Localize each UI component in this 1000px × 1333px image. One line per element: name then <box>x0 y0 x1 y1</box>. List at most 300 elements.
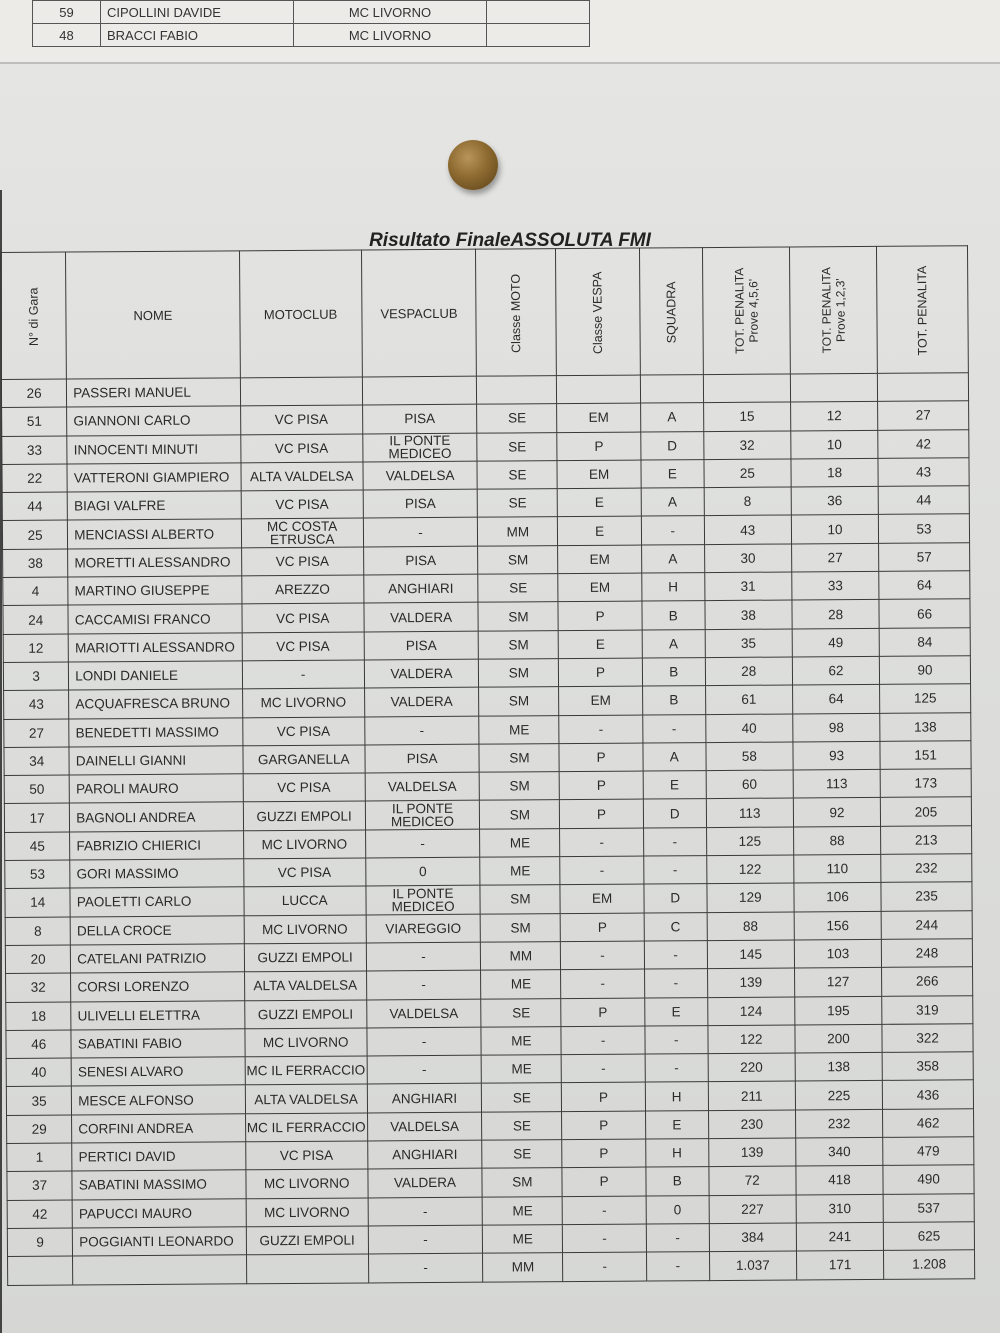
cell-nome: GIANNONI CARLO <box>67 406 241 436</box>
cell-sq: - <box>643 714 706 743</box>
cell-pt: 213 <box>881 825 972 854</box>
cell-nome: SABATINI FABIO <box>71 1029 245 1059</box>
previous-cell-name: CIPOLLINI DAVIDE <box>101 1 294 24</box>
cell-cv: EM <box>560 884 644 913</box>
cell-vespa: ANGHIARI <box>367 1084 482 1113</box>
cell-p2: 138 <box>795 1052 882 1081</box>
cell-p2: 10 <box>791 515 878 544</box>
cell-p2: 62 <box>792 656 879 685</box>
cell-num: 4 <box>3 577 68 606</box>
cell-cv: - <box>559 715 643 744</box>
cell-vespa: PISA <box>364 631 479 660</box>
cell-cm: ME <box>483 1196 563 1225</box>
cell-nome: GORI MASSIMO <box>70 859 244 889</box>
cell-p1: 129 <box>707 883 794 912</box>
cell-vespa: VALDERA <box>368 1168 483 1197</box>
cell-pt: 42 <box>878 429 969 458</box>
cell-cm: SM <box>479 659 559 688</box>
cell-p1 <box>703 374 790 403</box>
cell-p2: 18 <box>791 458 878 487</box>
cell-pt: 358 <box>882 1052 973 1081</box>
cell-p1: 32 <box>703 431 790 460</box>
cell-cm: SM <box>480 800 560 829</box>
cell-nome: MESCE ALFONSO <box>72 1085 246 1115</box>
cell-vespa: - <box>367 1027 482 1056</box>
cell-num: 25 <box>2 521 67 550</box>
cell-cm: SE <box>478 489 558 518</box>
cell-sq <box>640 375 703 404</box>
cell-sq: A <box>641 544 704 573</box>
cell-pt: 322 <box>882 1024 973 1053</box>
cell-vespa: - <box>368 1253 483 1282</box>
cell-cm <box>477 376 557 405</box>
cell-num: 18 <box>6 1002 71 1031</box>
cell-moto: VC PISA <box>245 1141 367 1170</box>
cell-sq: - <box>641 516 704 545</box>
cell-cv: - <box>563 1224 647 1253</box>
header-num: N° di Gara <box>1 252 67 379</box>
cell-p2: 340 <box>796 1137 883 1166</box>
cell-num: 38 <box>3 549 68 578</box>
cell-moto: GARGANELLA <box>243 745 365 774</box>
cell-p1: 211 <box>708 1081 795 1110</box>
cell-pt: 53 <box>878 514 969 543</box>
cell-p1: 220 <box>708 1053 795 1082</box>
cell-nome: PAOLETTI CARLO <box>70 887 244 917</box>
cell-p2: 64 <box>792 685 879 714</box>
cell-vespa: PISA <box>363 489 478 518</box>
cell-nome: DELLA CROCE <box>70 915 244 945</box>
cell-cv: P <box>559 658 643 687</box>
cell-nome: CATELANI PATRIZIO <box>71 944 245 974</box>
cell-vespa: VIAREGGIO <box>366 914 481 943</box>
cell-p2: 36 <box>791 487 878 516</box>
cell-p1: 145 <box>707 940 794 969</box>
cell-nome: FABRIZIO CHIERICI <box>70 831 244 861</box>
header-classe-moto: Classe MOTO <box>476 249 557 377</box>
cell-moto: MC IL FERRACCIO <box>245 1113 367 1142</box>
cell-vespa: - <box>368 1225 483 1254</box>
cell-sq: E <box>645 997 708 1026</box>
cell-pt: 138 <box>880 712 971 741</box>
cell-num: 51 <box>2 407 67 436</box>
previous-cell-blank <box>487 1 590 24</box>
cell-moto: VC PISA <box>240 405 362 434</box>
cell-moto: - <box>242 660 364 689</box>
cell-num: 20 <box>5 945 70 974</box>
cell-vespa: - <box>366 942 481 971</box>
cell-pt: 625 <box>883 1222 974 1251</box>
cell-cm: SE <box>477 404 557 433</box>
cell-cv: - <box>561 941 645 970</box>
cell-moto: LUCCA <box>244 886 366 915</box>
cell-cm: MM <box>481 942 561 971</box>
cell-sq: E <box>641 459 704 488</box>
cell-moto: GUZZI EMPOLI <box>246 1226 368 1255</box>
cell-moto: ALTA VALDELSA <box>244 971 366 1000</box>
cell-cm: SE <box>482 1111 562 1140</box>
cell-moto: MC LIVORNO <box>243 830 365 859</box>
cell-num: 43 <box>4 690 69 719</box>
cell-num: 29 <box>7 1115 72 1144</box>
cell-nome: INNOCENTI MINUTI <box>67 434 241 464</box>
previous-table <box>32 0 590 47</box>
cell-moto: MC LIVORNO <box>246 1169 368 1198</box>
cell-p2: 127 <box>794 968 881 997</box>
cell-pt: 173 <box>880 769 971 798</box>
cell-pt: 43 <box>878 458 969 487</box>
cell-pt: 84 <box>879 627 970 656</box>
cell-num: 35 <box>6 1086 71 1115</box>
cell-cv: P <box>561 998 645 1027</box>
cell-nome: MARIOTTI ALESSANDRO <box>68 632 242 662</box>
cell-vespa: - <box>365 829 480 858</box>
cell-num: 40 <box>6 1058 71 1087</box>
previous-sheet <box>0 0 1000 64</box>
cell-num: 37 <box>7 1171 72 1200</box>
cell-vespa: IL PONTE MEDICEO <box>362 433 477 462</box>
cell-vespa: IL PONTE MEDICEO <box>366 886 481 915</box>
cell-nome: CORSI LORENZO <box>71 972 245 1002</box>
cell-sq: E <box>643 771 706 800</box>
cell-moto: VC PISA <box>242 632 364 661</box>
previous-cell-num: 59 <box>33 1 101 24</box>
cell-cm: ME <box>483 1225 563 1254</box>
cell-p2: 156 <box>794 911 881 940</box>
cell-moto: VC PISA <box>243 858 365 887</box>
cell-num: 34 <box>4 747 69 776</box>
cell-cm: SE <box>482 1083 562 1112</box>
cell-cv: EM <box>559 686 643 715</box>
cell-p2: 241 <box>796 1222 883 1251</box>
page-title: Risultato FinaleASSOLUTA FMI <box>369 230 651 251</box>
cell-sq: - <box>643 827 706 856</box>
cell-num: 8 <box>5 917 70 946</box>
cell-nome: DAINELLI GIANNI <box>69 746 243 776</box>
cell-p1: 88 <box>707 912 794 941</box>
cell-cm: SM <box>481 913 561 942</box>
cell-num: 24 <box>3 605 68 634</box>
cell-nome: ULIVELLI ELETTRA <box>71 1000 245 1030</box>
cell-pt: 151 <box>880 741 971 770</box>
cell-p1: 15 <box>703 402 790 431</box>
cell-moto: VC PISA <box>241 490 363 519</box>
cell-pt: 66 <box>879 599 970 628</box>
cell-cm: SE <box>481 998 561 1027</box>
cell-cv: EM <box>558 545 642 574</box>
cell-vespa: VALDELSA <box>366 999 481 1028</box>
cell-moto: ALTA VALDELSA <box>241 462 363 491</box>
cell-nome <box>73 1255 247 1285</box>
cell-cm: SE <box>482 1140 562 1169</box>
cell-num <box>8 1256 73 1285</box>
cell-sq: A <box>642 629 705 658</box>
cell-p1: 60 <box>706 770 793 799</box>
cell-p2: 418 <box>796 1166 883 1195</box>
cell-vespa: - <box>364 716 479 745</box>
cell-p1: 122 <box>708 1025 795 1054</box>
cell-cv: P <box>562 1082 646 1111</box>
cell-vespa: - <box>367 1055 482 1084</box>
previous-cell-num: 48 <box>33 24 101 47</box>
cell-sq: A <box>643 742 706 771</box>
cell-sq: B <box>642 658 705 687</box>
cell-moto: AREZZO <box>241 575 363 604</box>
cell-vespa: VALDELSA <box>367 1112 482 1141</box>
cell-p2 <box>790 373 877 402</box>
cell-pt: 490 <box>883 1165 974 1194</box>
cell-p1: 35 <box>705 629 792 658</box>
cell-p2: 28 <box>792 600 879 629</box>
cell-num: 50 <box>4 775 69 804</box>
cell-cm: ME <box>479 715 559 744</box>
cell-vespa: PISA <box>362 404 477 433</box>
cell-p2: 33 <box>792 571 879 600</box>
cell-num: 22 <box>2 464 67 493</box>
cell-cm: ME <box>481 970 561 999</box>
cell-cm: SM <box>480 772 560 801</box>
previous-table-row <box>33 1 590 24</box>
cell-nome: BENEDETTI MASSIMO <box>69 717 243 747</box>
header-penalita-456: TOT. PENALITA Prove 4,5,6' <box>702 247 790 375</box>
cell-pt: 64 <box>879 571 970 600</box>
cell-pt: 319 <box>882 995 973 1024</box>
previous-cell-name: BRACCI FABIO <box>101 24 294 47</box>
cell-cm: SM <box>478 545 558 574</box>
cell-pt <box>878 373 969 402</box>
cell-p2: 98 <box>793 713 880 742</box>
cell-nome: SABATINI MASSIMO <box>72 1170 246 1200</box>
cell-sq: D <box>643 799 706 828</box>
header-penalita-totale: TOT. PENALITA <box>877 246 969 374</box>
cell-nome: LONDI DANIELE <box>69 661 243 691</box>
cell-num: 27 <box>4 719 69 748</box>
cell-cv: - <box>560 856 644 885</box>
cell-p2: 27 <box>791 543 878 572</box>
cell-cv: - <box>561 969 645 998</box>
cell-cv: - <box>561 1026 645 1055</box>
cell-moto: GUZZI EMPOLI <box>244 999 366 1028</box>
cell-num: 14 <box>5 888 70 917</box>
cell-sq: D <box>644 884 707 913</box>
cell-pt: 232 <box>881 854 972 883</box>
cell-pt: 235 <box>881 882 972 911</box>
cell-p2: 195 <box>795 996 882 1025</box>
cell-moto: GUZZI EMPOLI <box>244 943 366 972</box>
cell-num: 17 <box>4 803 69 832</box>
cell-pt: 90 <box>879 656 970 685</box>
cell-moto <box>246 1254 368 1283</box>
header-classe-vespa: Classe VESPA <box>556 248 640 376</box>
cell-sq: A <box>641 488 704 517</box>
cell-pt: 462 <box>883 1108 974 1137</box>
header-penalita-123: TOT. PENALITA Prove 1,2,3' <box>789 246 877 374</box>
push-pin <box>448 140 498 190</box>
cell-nome: CACCAMISI FRANCO <box>68 604 242 634</box>
cell-sq: B <box>642 686 705 715</box>
cell-p1: 122 <box>706 855 793 884</box>
cell-vespa: VALDERA <box>364 603 479 632</box>
cell-p1: 43 <box>704 515 791 544</box>
cell-sq: - <box>645 1025 708 1054</box>
cell-p1: 25 <box>704 459 791 488</box>
cell-vespa: VALDELSA <box>365 772 480 801</box>
cell-cm: SM <box>479 630 559 659</box>
cell-cv: P <box>560 913 644 942</box>
previous-cell-club: MC LIVORNO <box>294 24 487 47</box>
previous-cell-club: MC LIVORNO <box>294 1 487 24</box>
cell-moto: VC PISA <box>242 717 364 746</box>
cell-cv: E <box>559 630 643 659</box>
cell-pt: 537 <box>883 1193 974 1222</box>
cell-pt: 248 <box>881 939 972 968</box>
cell-cv: P <box>562 1111 646 1140</box>
cell-vespa: VALDERA <box>364 687 479 716</box>
cell-p1: 139 <box>708 1138 795 1167</box>
previous-cell-blank <box>487 24 590 47</box>
cell-pt: 266 <box>882 967 973 996</box>
cell-p2: 110 <box>794 854 881 883</box>
header-motoclub: MOTOCLUB <box>239 250 362 378</box>
cell-nome: MENCIASSI ALBERTO <box>68 519 242 549</box>
cell-p2: 92 <box>793 798 880 827</box>
cell-nome: MORETTI ALESSANDRO <box>68 548 242 578</box>
cell-num: 12 <box>3 634 68 663</box>
cell-cv: EM <box>558 573 642 602</box>
cell-cv: - <box>560 828 644 857</box>
cell-p2: 93 <box>793 741 880 770</box>
cell-cv: - <box>561 1054 645 1083</box>
cell-vespa: 0 <box>365 857 480 886</box>
cell-nome: MARTINO GIUSEPPE <box>68 576 242 606</box>
cell-sq: E <box>645 1110 708 1139</box>
cell-cv: - <box>563 1252 647 1281</box>
cell-moto: VC PISA <box>241 547 363 576</box>
cell-vespa: PISA <box>363 546 478 575</box>
header-row <box>1 246 969 380</box>
cell-num: 33 <box>2 436 67 465</box>
cell-sq: 0 <box>646 1195 709 1224</box>
cell-vespa: - <box>368 1197 483 1226</box>
cell-sq: - <box>645 1054 708 1083</box>
cell-num: 3 <box>3 662 68 691</box>
cell-pt: 479 <box>883 1137 974 1166</box>
cell-moto <box>240 377 362 406</box>
cell-cv: P <box>562 1167 646 1196</box>
cell-pt: 44 <box>878 486 969 515</box>
cell-p1: 139 <box>707 968 794 997</box>
cell-p1: 40 <box>705 714 792 743</box>
cell-nome: ACQUAFRESCA BRUNO <box>69 689 243 719</box>
previous-table-row <box>33 24 590 47</box>
cell-num: 44 <box>2 492 67 521</box>
cell-p1: 1.037 <box>709 1251 796 1280</box>
cell-nome: BIAGI VALFRE <box>67 491 241 521</box>
cell-cm: SE <box>477 432 557 461</box>
cell-p1: 72 <box>709 1166 796 1195</box>
cell-p1: 30 <box>704 544 791 573</box>
cell-nome: BAGNOLI ANDREA <box>70 802 244 832</box>
cell-moto: VC PISA <box>240 434 362 463</box>
header-nome: NOME <box>66 251 240 379</box>
cell-cm: SE <box>478 574 558 603</box>
cell-p2: 232 <box>795 1109 882 1138</box>
cell-pt: 436 <box>882 1080 973 1109</box>
cell-sq: C <box>644 912 707 941</box>
cell-p1: 61 <box>705 685 792 714</box>
cell-pt: 57 <box>879 543 970 572</box>
cell-p1: 230 <box>708 1110 795 1139</box>
cell-vespa: ANGHIARI <box>367 1140 482 1169</box>
cell-nome: PAPUCCI MAURO <box>72 1198 246 1228</box>
cell-sq: - <box>644 969 707 998</box>
cell-cm: SM <box>480 885 560 914</box>
cell-pt: 244 <box>881 910 972 939</box>
cell-p1: 58 <box>706 742 793 771</box>
cell-nome: CORFINI ANDREA <box>72 1114 246 1144</box>
cell-p2: 49 <box>792 628 879 657</box>
cell-cm: SM <box>479 743 559 772</box>
cell-p2: 171 <box>796 1251 883 1280</box>
cell-p1: 227 <box>709 1195 796 1224</box>
cell-cm: ME <box>482 1055 562 1084</box>
cell-sq: - <box>644 941 707 970</box>
cell-nome: VATTERONI GIAMPIERO <box>67 463 241 493</box>
cell-moto: ALTA VALDELSA <box>245 1084 367 1113</box>
cell-cm: SM <box>479 687 559 716</box>
cell-moto: MC COSTA ETRUSCA <box>241 518 363 547</box>
cell-cm: ME <box>480 828 560 857</box>
cell-p2: 113 <box>793 770 880 799</box>
cell-p2: 103 <box>794 939 881 968</box>
cell-p1: 113 <box>706 798 793 827</box>
cell-pt: 205 <box>880 797 971 826</box>
cell-sq: - <box>646 1252 709 1281</box>
cell-sq: B <box>646 1167 709 1196</box>
cell-p2: 225 <box>795 1081 882 1110</box>
cell-cm: SM <box>478 602 558 631</box>
cell-num: 26 <box>1 379 66 408</box>
cell-num: 42 <box>7 1200 72 1229</box>
cell-p2: 106 <box>794 883 881 912</box>
cell-sq: H <box>642 573 705 602</box>
cell-vespa: PISA <box>365 744 480 773</box>
cell-vespa: - <box>366 970 481 999</box>
cell-num: 9 <box>7 1228 72 1257</box>
cell-sq: D <box>641 431 704 460</box>
cell-cv: E <box>558 517 642 546</box>
header-vespaclub: VESPACLUB <box>361 249 477 377</box>
cell-sq: H <box>645 1082 708 1111</box>
cell-cm: ME <box>481 1026 561 1055</box>
cell-cm: MM <box>483 1253 563 1282</box>
cell-cv: P <box>560 799 644 828</box>
cell-pt: 27 <box>878 401 969 430</box>
cell-p2: 12 <box>790 402 877 431</box>
cell-p1: 38 <box>705 600 792 629</box>
cell-pt: 1.208 <box>884 1250 975 1279</box>
cell-vespa: ANGHIARI <box>363 574 478 603</box>
cell-p1: 8 <box>704 487 791 516</box>
cell-cv: - <box>562 1196 646 1225</box>
cell-vespa: VALDELSA <box>363 461 478 490</box>
header-squadra: SQUADRA <box>639 248 703 375</box>
cell-moto: MC LIVORNO <box>246 1198 368 1227</box>
cell-moto: VC PISA <box>242 603 364 632</box>
cell-sq: - <box>646 1223 709 1252</box>
cell-vespa: VALDERA <box>364 659 479 688</box>
cell-vespa: IL PONTE MEDICEO <box>365 801 480 830</box>
